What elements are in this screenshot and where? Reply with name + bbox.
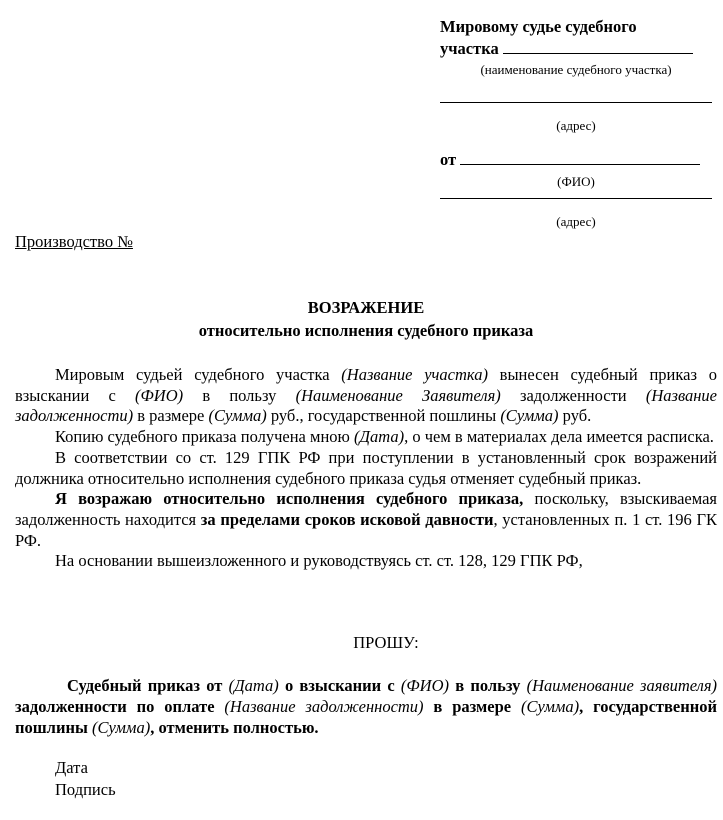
text: поскольку, взыскиваемая задолженность находится bbox=[15, 489, 717, 529]
placeholder-claimant: (Наименование Заявителя) bbox=[295, 385, 501, 405]
placeholder-debt-name: (Название задолженности) bbox=[15, 385, 717, 426]
paragraph-5: На основании вышеизложенного и руководствуясь ст. ст. 128, 129 ГПК РФ, bbox=[55, 551, 583, 571]
document-body bbox=[15, 365, 717, 572]
bold-text: в пользу bbox=[449, 676, 527, 695]
court-plot-blank bbox=[503, 39, 693, 54]
placeholder-fio: (ФИО) bbox=[400, 676, 449, 695]
fio-caption: (ФИО) bbox=[557, 174, 595, 189]
paragraph-2 bbox=[15, 427, 717, 448]
case-number-label: Производство № bbox=[15, 232, 133, 251]
bold-text: Судебный приказ от bbox=[67, 676, 229, 695]
text: , установленных п. 1 ст. 196 ГК РФ. bbox=[15, 509, 717, 550]
address-caption-1: (адрес) bbox=[556, 118, 596, 133]
addressee-line-2 bbox=[440, 38, 712, 60]
paragraph-1 bbox=[15, 365, 717, 427]
fio-blank bbox=[460, 150, 700, 165]
text: руб. bbox=[558, 406, 592, 426]
bold-text: , государственной пошлины bbox=[15, 697, 718, 737]
addressee-line-1: Мировому судье судебного bbox=[440, 17, 637, 36]
text: в пользу bbox=[183, 385, 296, 405]
bold-text: за пределами сроков исковой давности bbox=[200, 509, 494, 529]
bold-text: Я возражаю относительно исполнения судебного приказа, bbox=[55, 489, 524, 509]
placeholder-fee-sum: (Сумма) bbox=[500, 406, 559, 426]
case-number bbox=[15, 232, 251, 252]
request-heading: ПРОШУ: bbox=[353, 633, 419, 652]
request-paragraph bbox=[15, 675, 717, 738]
placeholder-fio: (ФИО) bbox=[135, 385, 184, 405]
placeholder-date: (Дата) bbox=[353, 427, 405, 447]
text: Мировым судьей судебного участка bbox=[55, 365, 342, 384]
bold-text: задолженности по оплате bbox=[15, 697, 225, 716]
placeholder-claimant: (Наименование заявителя) bbox=[526, 676, 718, 695]
document-title: ВОЗРАЖЕНИЕ bbox=[307, 298, 425, 317]
bold-text: в размере bbox=[423, 697, 521, 716]
paragraph-3: В соответствии со ст. 129 ГПК РФ при поступлении в установленный срок возражений должника относительно исполнения судебного приказа судья отменяет судебный приказ. bbox=[15, 447, 717, 488]
text: , о чем в материалах дела имеется расписка. bbox=[404, 427, 714, 447]
text: в размере bbox=[133, 406, 209, 426]
paragraph-4 bbox=[15, 489, 717, 551]
addressee-block bbox=[440, 16, 712, 60]
from-label: от bbox=[440, 150, 457, 169]
address-blank-2 bbox=[440, 198, 712, 199]
court-name-caption: (наименование судебного участка) bbox=[480, 62, 672, 77]
text: задолженности bbox=[500, 385, 646, 405]
signature-label: Подпись bbox=[55, 780, 116, 799]
text: руб., государственной пошлины bbox=[266, 406, 501, 426]
placeholder-plot-name: (Название участка) bbox=[341, 365, 488, 384]
text: вынесен судебный приказ о взыскании с bbox=[15, 365, 717, 405]
document-subtitle: относительно исполнения судебного приказа bbox=[198, 321, 534, 340]
date-label: Дата bbox=[55, 758, 88, 777]
bold-text: , отменить полностью. bbox=[150, 718, 319, 737]
placeholder-date: (Дата) bbox=[228, 676, 279, 695]
placeholder-fee-sum: (Сумма) bbox=[91, 718, 151, 737]
bold-text: о взыскании с bbox=[278, 676, 401, 695]
address-caption-2: (адрес) bbox=[556, 214, 596, 229]
address-blank-1 bbox=[440, 102, 712, 103]
from-line bbox=[440, 150, 700, 170]
court-plot-label: участка bbox=[440, 39, 499, 58]
text: Копию судебного приказа получена мною bbox=[55, 427, 354, 447]
placeholder-debt-name: (Название задолженности) bbox=[224, 697, 424, 716]
placeholder-sum: (Сумма) bbox=[208, 406, 267, 426]
case-number-blank bbox=[133, 232, 251, 252]
placeholder-sum: (Сумма) bbox=[520, 697, 580, 716]
request-body bbox=[15, 675, 717, 738]
